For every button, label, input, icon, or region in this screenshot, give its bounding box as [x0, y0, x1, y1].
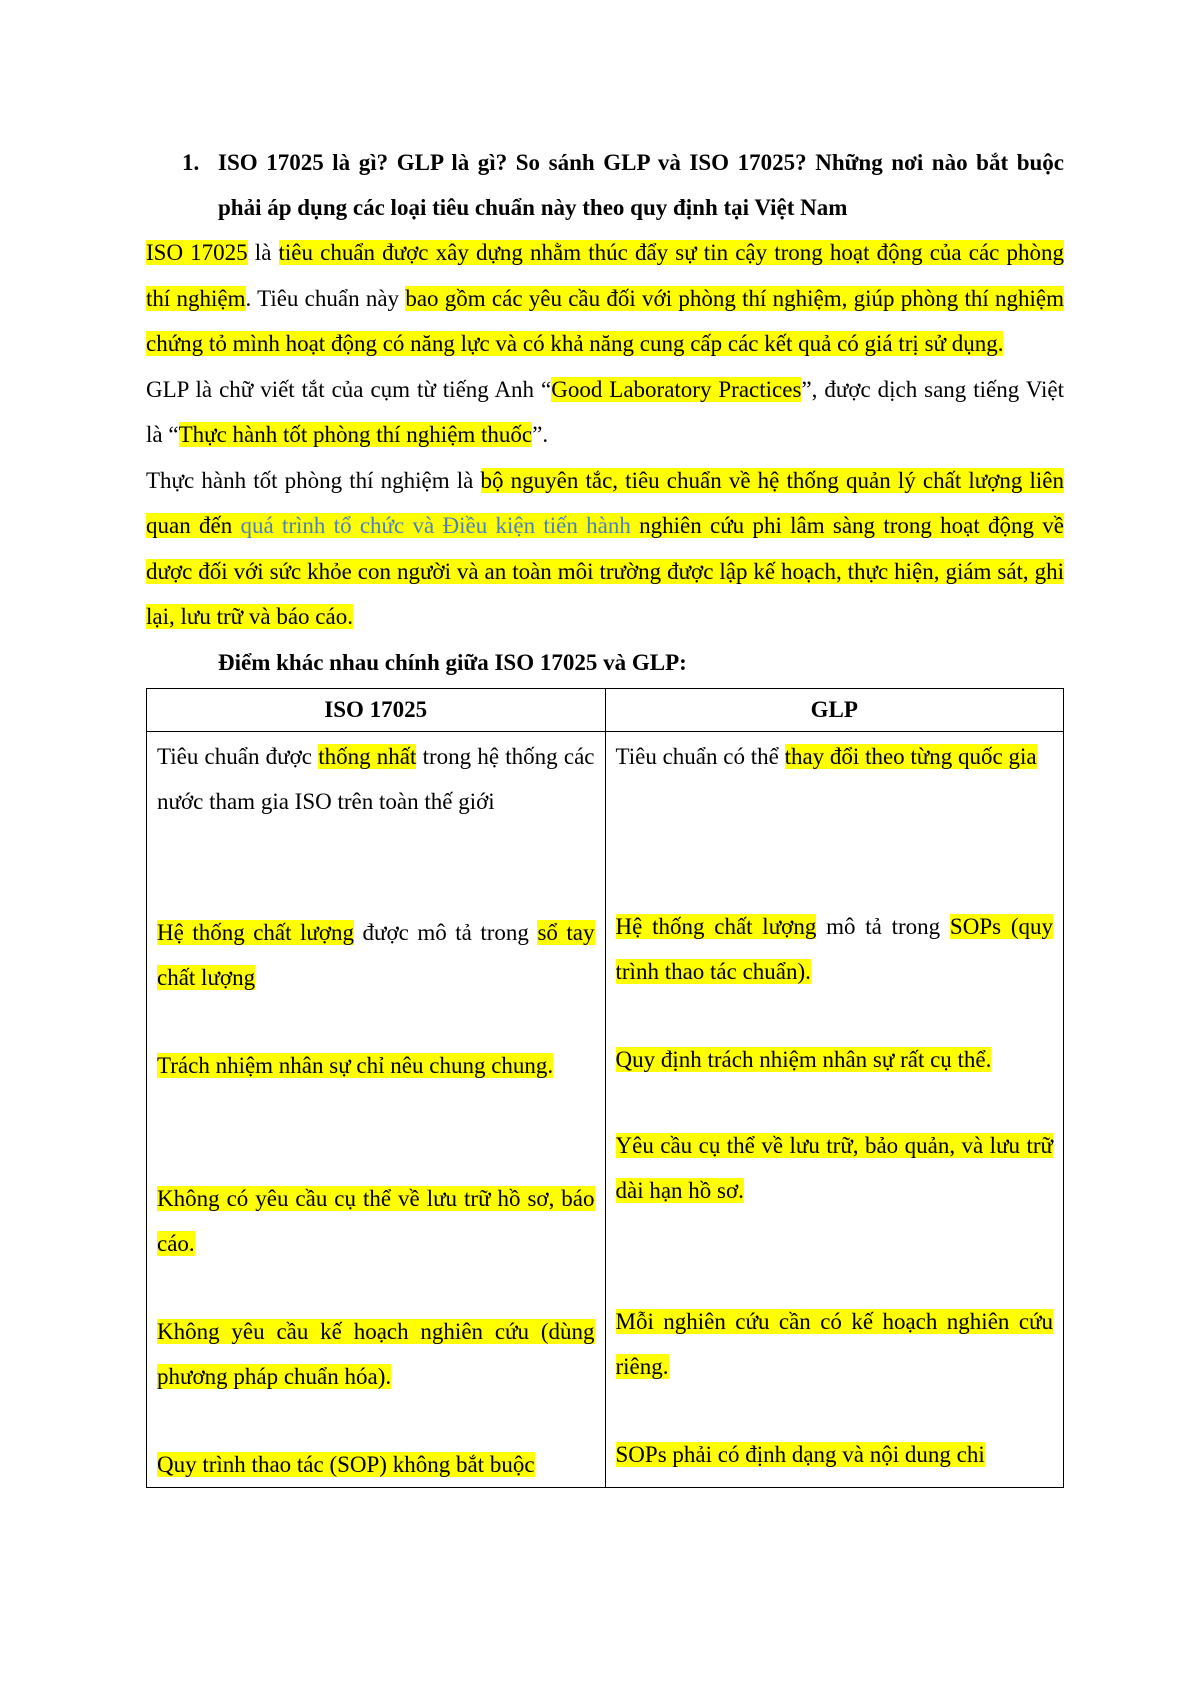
glp-item-responsibility — [616, 1037, 1054, 1123]
iso-item-sop — [157, 1442, 595, 1487]
highlight-glp-principles: bộ nguyên tắc, tiêu chuẩn về hệ thống quản lý chất lượng liên quan đến — [146, 467, 1064, 538]
comparison-table — [146, 688, 1064, 1488]
highlight-glp-english: Good Laboratory Practices — [551, 376, 802, 402]
highlight-text: Quy định trách nhiệm nhân sự rất cụ thể. — [615, 1046, 992, 1072]
highlight-text: SOPs phải có định dạng và nội dung chi — [615, 1441, 985, 1467]
iso-item-unification — [157, 734, 595, 910]
paragraph-glp-description — [146, 458, 1064, 640]
document-page — [146, 140, 1064, 1488]
text-run: Tiêu chuẩn được — [157, 743, 319, 769]
column-header-glp: GLP — [605, 688, 1064, 731]
paragraph-iso-definition — [146, 230, 1064, 367]
iso-item-quality-system — [157, 910, 595, 1043]
glp-item-records — [616, 1123, 1054, 1299]
highlight-text: Hệ thống chất lượng — [157, 919, 355, 945]
table-header-row — [147, 688, 1064, 731]
heading-number: 1. — [182, 150, 200, 175]
glp-item-sop — [616, 1432, 1054, 1477]
highlight-glp-scope: nghiên cứu phi lâm sàng trong hoạt động về dược đối với sức khỏe con người và an toàn môi trường được lập kế hoạch, thực hiện, giám sát, ghi lại, lưu trữ và báo cáo. — [146, 513, 1065, 629]
table-row — [147, 731, 1064, 1487]
highlight-text: thay đổi theo từng quốc gia — [784, 743, 1037, 769]
highlight-text: Trách nhiệm nhân sự chỉ nêu chung chung. — [157, 1052, 554, 1078]
highlight-glp-vietnamese: Thực hành tốt phòng thí nghiệm thuốc — [178, 422, 533, 447]
text-run: ”. — [532, 422, 549, 447]
highlight-text: Không yêu cầu kế hoạch nghiên cứu (dùng phương pháp chuẩn hóa). — [157, 1318, 595, 1389]
heading-text: ISO 17025 là gì? GLP là gì? So sánh GLP và ISO 17025? Những nơi nào bắt buộc phải áp dụng các loại tiêu chuẩn này theo quy định tại Việt Nam — [218, 150, 1064, 220]
section-heading — [146, 140, 1064, 230]
text-run: GLP là chữ viết tắt của cụm từ tiếng Anh “ — [146, 376, 552, 402]
highlight-iso-purpose: tiêu chuẩn được xây dựng nhằm thúc đẩy sự tin cậy trong hoạt động của các phòng thí nghiệm — [146, 240, 1065, 311]
glp-item-variation — [616, 734, 1054, 904]
text-run: . Tiêu chuẩn này — [245, 285, 406, 311]
highlight-text: Yêu cầu cụ thể về lưu trữ, bảo quản, và lưu trữ dài hạn hồ sơ. — [615, 1132, 1053, 1203]
highlight-text: thống nhất — [318, 743, 417, 769]
text-run: được mô tả trong — [354, 919, 538, 945]
paragraph-glp-definition — [146, 367, 1064, 458]
highlight-text: SOPs (quy trình thao tác chuẩn). — [615, 913, 1053, 984]
text-run: Tiêu chuẩn có thể — [615, 743, 785, 769]
link-text[interactable]: quá trình tổ chức và Điều kiện tiến hành — [240, 513, 631, 538]
iso-column-cell — [147, 731, 606, 1487]
highlight-text: Không có yêu cầu cụ thể về lưu trữ hồ sơ, báo cáo. — [157, 1185, 595, 1256]
text-run: là — [247, 240, 279, 265]
text-run: trong hệ thống các nước tham gia ISO trên toàn thế giới — [157, 743, 595, 814]
iso-item-responsibility — [157, 1043, 595, 1176]
iso-item-study-plan — [157, 1309, 595, 1442]
highlight-text: sổ tay chất lượng — [157, 919, 595, 990]
highlight-text: Quy trình thao tác (SOP) không bắt buộc — [157, 1451, 535, 1477]
glp-item-study-plan — [616, 1299, 1054, 1432]
comparison-subheading: Điểm khác nhau chính giữa ISO 17025 và GLP: — [218, 649, 687, 675]
highlight-iso-term: ISO 17025 — [146, 240, 248, 265]
text-run: ”, được dịch sang tiếng Việt là “ — [146, 376, 1064, 447]
highlight-text: Mỗi nghiên cứu cần có kế hoạch nghiên cứu riêng. — [615, 1308, 1053, 1379]
column-header-iso: ISO 17025 — [147, 688, 606, 731]
iso-item-records — [157, 1176, 595, 1309]
highlight-text: Hệ thống chất lượng — [615, 913, 817, 939]
text-run: mô tả trong — [816, 913, 950, 939]
glp-item-quality-system — [616, 904, 1054, 1037]
highlight-iso-requirements: bao gồm các yêu cầu đối với phòng thí nghiệm, giúp phòng thí nghiệm chứng tỏ mình hoạt động có năng lực và có khả năng cung cấp các kết quả có giá trị sử dụng. — [146, 285, 1064, 356]
text-run: Thực hành tốt phòng thí nghiệm là — [146, 467, 481, 493]
glp-column-cell — [605, 731, 1064, 1487]
